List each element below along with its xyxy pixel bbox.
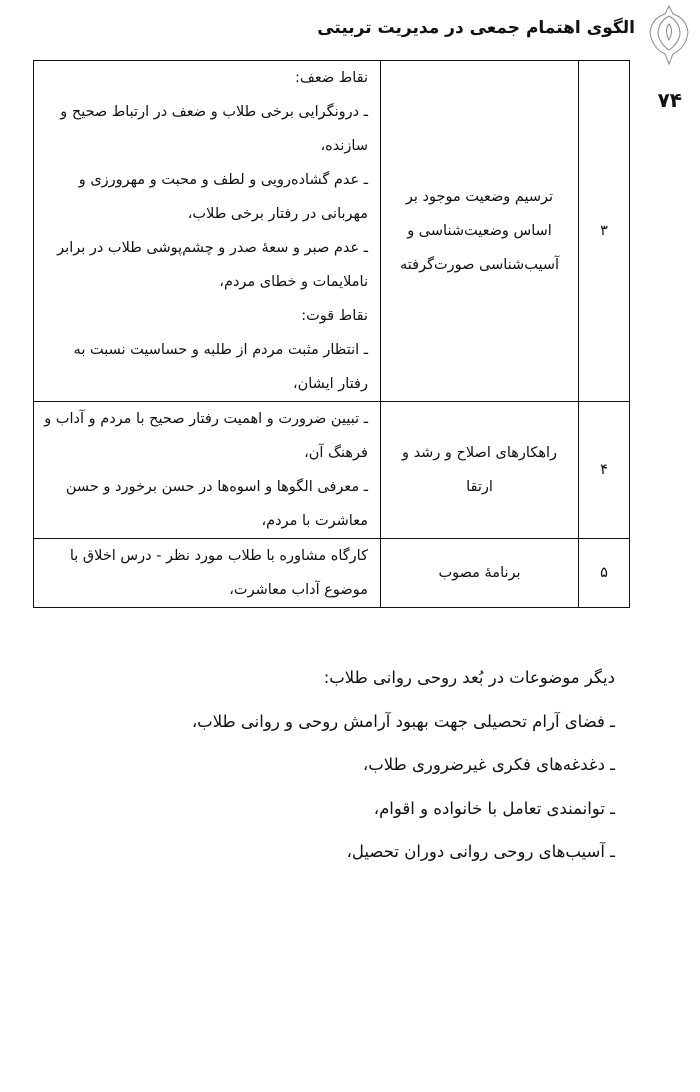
content-line: ـ تبیین ضرورت و اهمیت رفتار صحیح با مردم و آداب و فرهنگ آن،	[44, 411, 368, 461]
content-line: ـ درونگرایی برخی طلاب و ضعف در ارتباط صحیح و سازنده،	[60, 104, 368, 154]
body-heading: دیگر موضوعات در بُعد روحی روانی طلاب:	[323, 668, 615, 687]
row-content	[34, 402, 381, 539]
page-number: ۷۴	[657, 88, 682, 112]
running-header-title: الگوی اهتمام جمعی در مدیریت تربیتی	[317, 18, 635, 38]
content-line: کارگاه مشاوره با طلاب مورد نظر - درس اخلاق با موضوع آداب معاشرت،	[69, 548, 368, 598]
table-row	[34, 539, 630, 608]
list-item: ـ توانمندی تعامل با خانواده و اقوام،	[373, 798, 615, 818]
row-title: برنامهٔ مصوب	[381, 539, 579, 608]
row-number: ۵	[579, 539, 630, 608]
row-number: ۳	[579, 61, 630, 402]
program-table	[33, 60, 630, 608]
content-line: نقاط ضعف:	[294, 70, 368, 86]
content-line: ـ عدم صبر و سعهٔ صدر و چشم‌پوشی طلاب در برابر ناملایمات و خطای مردم،	[57, 240, 368, 290]
row-title: راهکارهای اصلاح و رشد و ارتقا	[381, 402, 579, 539]
list-item: ـ فضای آرام تحصیلی جهت بهبود آرامش روحی و روانی طلاب،	[191, 711, 615, 731]
content-line: ـ عدم گشاده‌رویی و لطف و محبت و مهرورزی و مهربانی در رفتار برخی طلاب،	[78, 172, 368, 222]
row-content	[34, 539, 381, 608]
list-item: ـ دغدغه‌های فکری غیرضروری طلاب،	[362, 755, 615, 774]
ornament-icon	[646, 4, 692, 66]
content-line: نقاط قوت:	[301, 308, 368, 324]
body-text	[55, 656, 615, 874]
list-item: ـ آسیب‌های روحی روانی دوران تحصیل،	[346, 842, 615, 861]
content-line: ـ انتظار مثبت مردم از طلبه و حساسیت نسبت به رفتار ایشان،	[73, 342, 368, 392]
table-row	[34, 402, 630, 539]
row-title: ترسیم وضعیت موجود بر اساس وضعیت‌شناسی و آسیب‌شناسی صورت‌گرفته	[381, 61, 579, 402]
row-number: ۴	[579, 402, 630, 539]
row-content	[34, 61, 381, 402]
content-line: ـ معرفی الگوها و اسوه‌ها در حسن برخورد و حسن معاشرت با مردم،	[65, 479, 368, 529]
table-row	[34, 61, 630, 402]
